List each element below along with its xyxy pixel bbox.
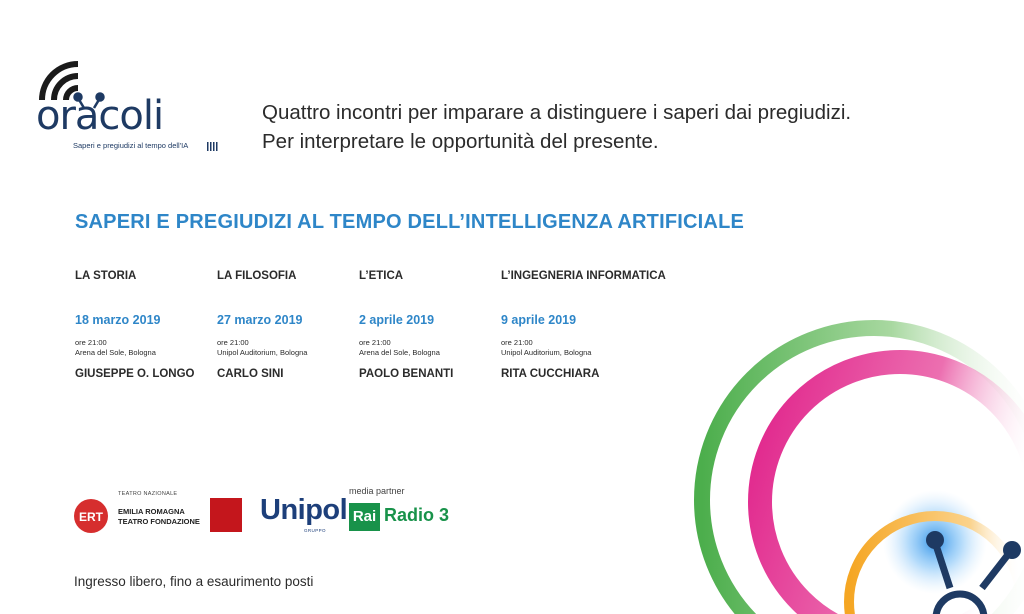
event-speaker: PAOLO BENANTI xyxy=(359,368,454,380)
event-date: 27 marzo 2019 xyxy=(217,313,303,327)
footer-note: Ingresso libero, fino a esaurimento posti xyxy=(74,574,314,589)
event-venue: Unipol Auditorium, Bologna xyxy=(217,348,308,357)
event-speaker: RITA CUCCHIARA xyxy=(501,368,600,380)
event-date: 9 aprile 2019 xyxy=(501,313,577,327)
event-time: ore 21:00 xyxy=(75,338,107,347)
page-headline: SAPERI E PREGIUDIZI AL TEMPO DELL’INTELLIGENZA ARTIFICIALE xyxy=(75,211,745,233)
ert-mark: ERT xyxy=(79,510,103,524)
intro-tagline: Quattro incontri per imparare a distinguere i saperi dai pregiudizi. Per interpretare le opportunità del presente. xyxy=(262,101,852,153)
unipol-subtitle: GRUPPO xyxy=(304,528,326,533)
ert-logo xyxy=(73,498,109,534)
unipol-logo: Unipol xyxy=(260,494,348,526)
event-topic: L’INGEGNERIA INFORMATICA xyxy=(501,270,666,282)
event-topic: LA STORIA xyxy=(75,270,137,282)
event-time: ore 21:00 xyxy=(217,338,249,347)
event-venue: Unipol Auditorium, Bologna xyxy=(501,348,592,357)
event-topic: LA FILOSOFIA xyxy=(217,270,297,282)
ert-subtitle: TEATRO NAZIONALE xyxy=(118,491,178,497)
event-venue: Arena del Sole, Bologna xyxy=(75,348,156,357)
event-speaker: GIUSEPPE O. LONGO xyxy=(75,368,195,380)
logo-tagline: Saperi e pregiudizi al tempo dell'IA xyxy=(73,141,189,150)
decorative-rings xyxy=(660,270,1024,614)
logo-wordmark: oracoli xyxy=(36,93,164,139)
media-partner-label: media partner xyxy=(349,486,405,496)
ert-name: EMILIA ROMAGNA TEATRO FONDAZIONE xyxy=(118,507,200,526)
red-sponsor-logo xyxy=(210,498,242,532)
event-date: 2 aprile 2019 xyxy=(359,313,435,327)
event-time: ore 21:00 xyxy=(501,338,533,347)
event-speaker: CARLO SINI xyxy=(217,368,284,380)
radio3-logo: Radio 3 xyxy=(384,505,450,525)
bars-icon xyxy=(207,142,218,151)
event-date: 18 marzo 2019 xyxy=(75,313,161,327)
event-topic: L’ETICA xyxy=(359,270,404,282)
event-venue: Arena del Sole, Bologna xyxy=(359,348,440,357)
magenta-ring xyxy=(760,362,1024,614)
event-time: ore 21:00 xyxy=(359,338,391,347)
rai-logo: Rai xyxy=(349,503,380,531)
